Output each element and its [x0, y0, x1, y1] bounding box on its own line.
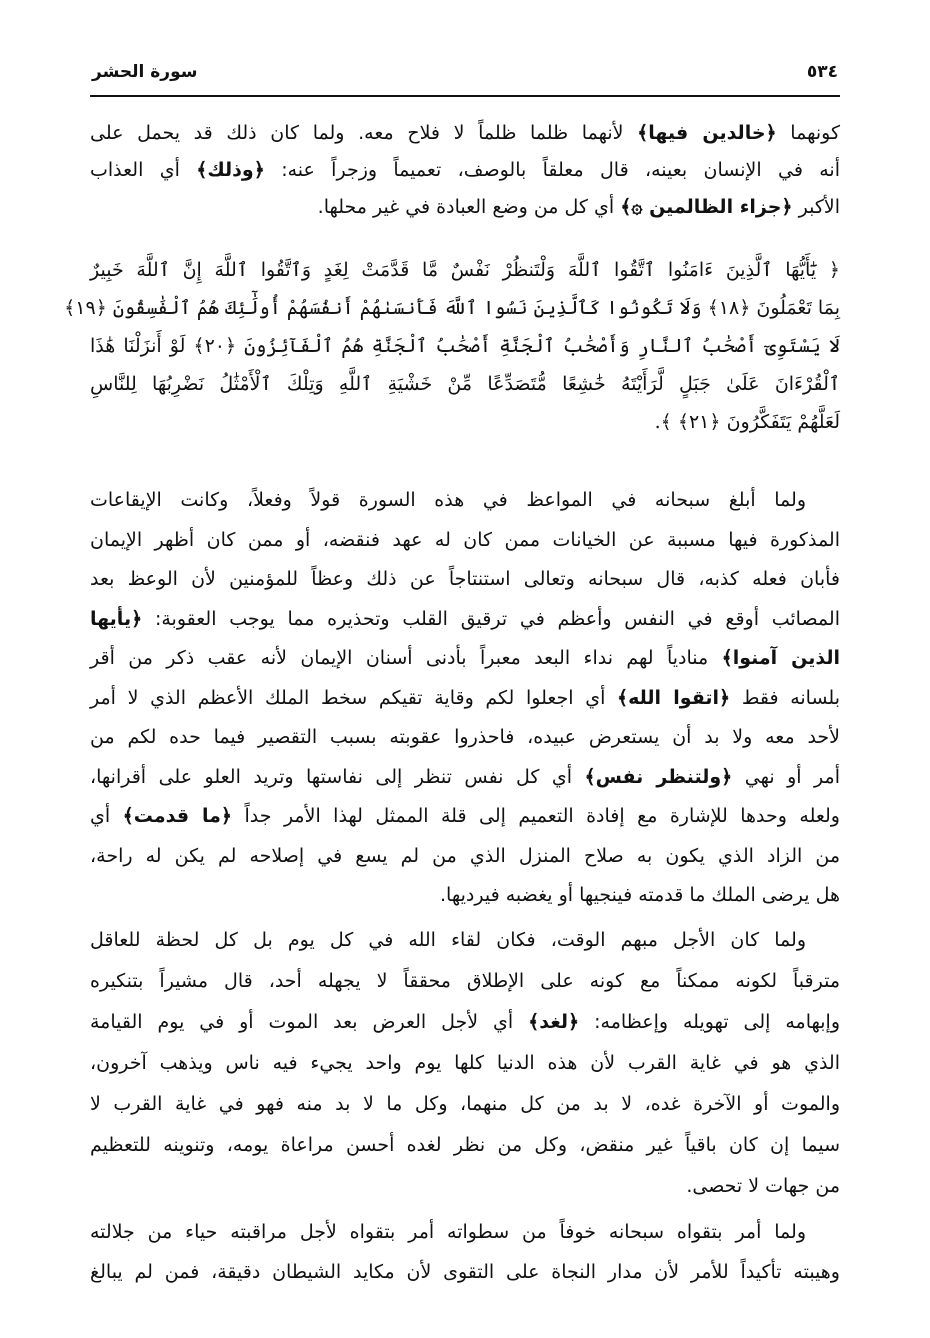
quran-verse-line — [64, 294, 840, 322]
text-segment: ولما أمر بتقواه سبحانه خوفاً من سطواته أمر بتقواه لأجل مراقبته حياء من جلالته — [90, 1221, 806, 1243]
text-line — [90, 967, 840, 995]
text-segment: المصائب أوقع في النفس وأعظم في ترقيق القلب وتحذيره مما يوجب العقوبة: — [142, 608, 840, 630]
text-segment: وهيبته تأكيداً للأمر لأن مدار النجاة على التقوى لأن مكايد الشيطان دقيقة، فمن لم يبالغ — [90, 1261, 840, 1283]
text-line — [90, 1218, 840, 1246]
page-number: ٥٣٤ — [806, 62, 838, 82]
quran-verse-line — [90, 256, 840, 284]
text-line — [90, 802, 840, 830]
text-segment: أي — [90, 805, 123, 827]
text-segment: من جهات لا تحصى. — [686, 1175, 840, 1197]
quran-verse-line — [90, 370, 840, 398]
text-line — [90, 1008, 840, 1036]
text-segment: أي العذاب — [90, 159, 197, 181]
quoted-verse-phrase: ﴿اتقوا الله﴾ — [617, 687, 731, 709]
text-line — [90, 723, 840, 751]
text-line — [90, 1172, 840, 1200]
quoted-verse-phrase: ﴿لغد﴾ — [528, 1011, 580, 1033]
text-segment: ٱلْقُرْءَانَ عَلَىٰ جَبَلٍ لَّرَأَيْتَهُ خَٰشِعًا مُّتَصَدِّعًا مِّنْ خَشْيَةِ ٱللَّهِ وَتِلْكَ ٱلْأَمْثَٰلُ نَضْرِبُهَا لِلنَّاسِ — [90, 373, 840, 395]
text-line — [90, 156, 840, 184]
text-segment: ولعله وحدها للإشارة مع إفادة التعميم إلى قلة الممثل لهذا الأمر جداً — [232, 805, 840, 827]
quoted-verse-phrase: الذين آمنوا﴾ — [721, 647, 841, 669]
text-segment: سيما إن كان باقياً غير منقض، وكل من نظر لغده أحسن مراعاة يومه، وتنوينه للتعظيم — [90, 1134, 840, 1156]
text-segment: من الزاد الذي يكون به صلاح المنزل الذي من لم يسع في إصلاحه لم يكن له راحة، — [90, 845, 840, 867]
text-line — [90, 644, 840, 672]
text-line — [90, 193, 840, 221]
text-segment: بِمَا تَعْمَلُونَ ﴿١٨﴾ وَلَا تَكُونُوا كَٱلَّذِينَ نَسُوا ٱللَّهَ فَأَنسَىٰهُمْ أَنفُسَهُمْ أُولَٰٓئِكَ هُمُ ٱلْفَٰسِقُونَ ﴿١٩﴾ — [64, 297, 840, 319]
text-line — [90, 763, 840, 791]
text-line — [90, 119, 840, 147]
running-header-surah-title: سورة الحشر — [92, 62, 198, 82]
text-segment: لَا يَسْتَوِىٓ أَصْحَٰبُ ٱلنَّارِ وَأَصْحَٰبُ ٱلْجَنَّةِ أَصْحَٰبُ ٱلْجَنَّةِ هُمُ ٱلْفَآئِزُونَ ﴿٢٠﴾ لَوْ أَنزَلْنَا هَٰذَا — [90, 335, 840, 357]
text-segment: لَعَلَّهُمْ يَتَفَكَّرُونَ ﴿٢١﴾ ﴾. — [654, 411, 840, 433]
text-segment: بلسانه فقط — [730, 687, 841, 709]
text-line — [90, 486, 840, 514]
text-line — [90, 1258, 840, 1286]
text-line — [90, 842, 840, 870]
text-segment: أي كل نفس تنظر إلى نفاستها وتريد العلو على أقرانها، — [90, 766, 585, 788]
quran-verse-line — [90, 408, 840, 436]
text-segment: أي كل من وضع العبادة في غير محلها. — [317, 196, 621, 218]
quoted-verse-phrase: ﴿ولتنظر نفس﴾ — [584, 766, 733, 788]
text-segment: أي لأجل العرض بعد الموت أو في يوم القيامة — [90, 1011, 529, 1033]
text-line — [90, 565, 840, 593]
text-segment: ولما أبلغ سبحانه في المواعظ في هذه السورة قولاً وفعلاً، وكانت الإيقاعات — [90, 489, 806, 511]
text-line — [90, 1090, 840, 1118]
text-line — [90, 926, 840, 954]
text-segment: أنه في الإنسان بعينه، قال معلقاً بالوصف، تعميماً وزجراً عنه: — [264, 159, 840, 181]
quoted-verse-phrase: ﴿جزاء الظالمين ۞﴾ — [620, 196, 793, 218]
text-line — [90, 684, 840, 712]
text-segment: كونهما — [776, 122, 840, 144]
quoted-verse-phrase: ﴿ما قدمت﴾ — [122, 805, 233, 827]
text-line — [90, 1131, 840, 1159]
text-segment: مترقباً لكونه ممكناً مع كونه على الإطلاق محققاً لا يجهله أحد، قال مشيراً بتنكيره — [90, 970, 840, 992]
text-segment: وإبهامه إلى تهويله وإعظامه: — [579, 1011, 840, 1033]
text-segment: والموت أو الآخرة غده، لا بد من كل منهما، وكل ما لا بد منه فهو في غاية القرب لا — [90, 1093, 840, 1115]
text-segment: ﴿ يَٰٓأَيُّهَا ٱلَّذِينَ ءَامَنُوا ٱتَّقُوا ٱللَّهَ وَلْتَنظُرْ نَفْسٌ مَّا قَدَّمَتْ لِغَدٍ وَٱتَّقُوا ٱللَّهَ إِنَّ ٱللَّهَ خَبِيرٌ — [90, 259, 840, 281]
header-rule — [90, 95, 840, 97]
text-line — [90, 526, 840, 554]
text-segment: فأبان فعله كذبه، قال سبحانه وتعالى استنتاجاً عن ذلك وعظاً للمؤمنين لأن الوعظ بعد — [90, 568, 840, 590]
text-segment: هل يرضى الملك ما قدمته فينجيها أو يغضبه فيرديها. — [440, 884, 840, 906]
text-segment: الذي هو في غاية القرب لأن هذه الدنيا كلها يوم واحد يجيء فيه ناس ويذهب آخرون، — [90, 1052, 840, 1074]
text-segment: أمر أو نهي — [732, 766, 840, 788]
quoted-verse-phrase: ﴿خالدين فيها﴾ — [637, 122, 777, 144]
text-segment: المذكورة فيها مسببة عن الخيانات ممن كان له عهد فنقضه، أو ممن كان أظهر الإيمان — [90, 529, 840, 551]
quoted-verse-phrase: ﴿وذلك﴾ — [196, 159, 265, 181]
text-segment: أي اجعلوا لكم وقاية تقيكم سخط الملك الأعظم الذي لا أمر — [90, 687, 618, 709]
text-segment: لأنهما ظلما ظلماً لا فلاح معه. ولما كان ذلك قد يحمل على — [90, 122, 638, 144]
text-segment: منادياً لهم نداء البعد معبراً بأدنى أسنان الإيمان لأنه عقب ذكر من أقر — [90, 647, 722, 669]
text-segment: الأكبر — [792, 196, 840, 218]
text-line — [90, 881, 840, 909]
text-line — [90, 1049, 840, 1077]
quoted-verse-phrase: ﴿يأيها — [90, 608, 143, 630]
quran-verse-line — [90, 332, 840, 360]
text-segment: ولما كان الأجل مبهم الوقت، فكان لقاء الله في كل يوم بل كل لحظة للعاقل — [90, 929, 806, 951]
text-segment: لأحد معه ولا بد أن يستعرض عبيده، فاحذروا عقوبته بسبب التقصير فيما حده لكم من — [90, 726, 840, 748]
text-line — [90, 605, 840, 633]
